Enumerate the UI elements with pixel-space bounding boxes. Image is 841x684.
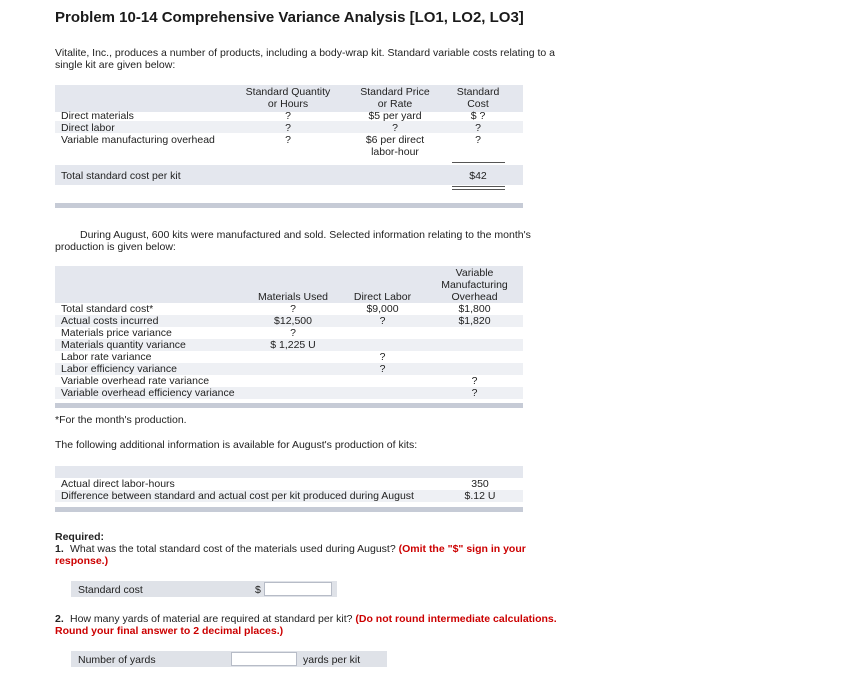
row-labor: ? (379, 363, 386, 375)
row-label: Direct materials (61, 110, 134, 122)
cost-header-2: Cost (467, 98, 489, 110)
row-overhead: $1,800 (458, 303, 491, 315)
row-labor: ? (379, 351, 386, 363)
q2-text: How many yards of material are required at standard per kit? (70, 613, 353, 625)
q1-note: (Omit the "$" sign in your response.) (55, 543, 526, 567)
row-label: Variable overhead rate variance (61, 375, 210, 387)
question-2 (55, 613, 575, 637)
subtotal-rule (452, 162, 505, 163)
row-labor: $9,000 (366, 303, 399, 315)
row-overhead: $1,820 (458, 315, 491, 327)
total-rule-2 (452, 189, 505, 190)
materials-header: Materials Used (257, 291, 329, 303)
row-materials: $12,500 (274, 315, 312, 327)
price-header-2: or Rate (377, 98, 413, 110)
question-1 (55, 543, 575, 567)
row-label: Labor efficiency variance (61, 363, 177, 375)
intro-text: Vitalite, Inc., produces a number of products, including a body-wrap kit. Standard variable costs relating to a single kit are given below: (55, 47, 555, 71)
row-label: Variable manufacturing overhead (61, 134, 215, 146)
row-qty: ? (285, 122, 291, 134)
qty-header-2: or Hours (267, 98, 309, 110)
row-overhead: ? (471, 387, 478, 399)
price-header-1: Standard Price (360, 86, 430, 98)
q1-number: 1. (55, 543, 64, 555)
row-cost: $ ? (470, 110, 486, 122)
row-price-line2: labor-hour (371, 146, 419, 158)
row-label: Direct labor (61, 122, 115, 134)
overhead-header-2: Manufacturing (441, 279, 508, 291)
row-label: Variable overhead efficiency variance (61, 387, 235, 399)
standard-cost-input[interactable] (264, 582, 332, 596)
row-materials: ? (290, 327, 296, 339)
row-value: $.12 U (464, 490, 496, 502)
row-cost: ? (475, 122, 481, 134)
labor-header: Direct Labor (353, 291, 412, 303)
total-rule-1 (452, 186, 505, 187)
row-price: $6 per direct (365, 134, 425, 146)
table3-bottom-bar (55, 507, 523, 512)
qty-header-1: Standard Quantity (245, 86, 331, 98)
row-qty: ? (285, 134, 291, 146)
yards-per-kit-label: yards per kit (303, 654, 361, 666)
row-label: Difference between standard and actual cost per kit produced during August (61, 490, 414, 502)
august-text: During August, 600 kits were manufactured and sold. Selected information relating to the month's production is given below: (55, 229, 531, 253)
row-overhead: ? (471, 375, 478, 387)
dollar-sign: $ (255, 584, 261, 596)
cost-header-1: Standard (456, 86, 500, 98)
footnote: *For the month's production. (55, 414, 187, 426)
total-value: $42 (469, 170, 487, 182)
row-label: Actual direct labor-hours (61, 478, 175, 490)
q2-number: 2. (55, 613, 64, 625)
row-price: ? (392, 122, 398, 134)
required-heading: Required: (55, 531, 105, 543)
row-value: 350 (471, 478, 489, 490)
row-price: $5 per yard (368, 110, 422, 122)
page-title: Problem 10-14 Comprehensive Variance Analysis [LO1, LO2, LO3] (55, 9, 524, 26)
overhead-header-3: Overhead (451, 291, 498, 303)
table1-bottom-bar (55, 203, 523, 208)
row-labor: ? (379, 315, 386, 327)
q1-text: What was the total standard cost of the materials used during August? (70, 543, 396, 555)
overhead-header-1: Variable (455, 267, 494, 279)
table2-bottom-bar (55, 403, 523, 408)
row-qty: ? (285, 110, 291, 122)
row-label: Total standard cost* (61, 303, 154, 315)
row-label: Actual costs incurred (61, 315, 159, 327)
standard-cost-label: Standard cost (78, 584, 143, 596)
q2-note: (Do not round intermediate calculations. Round your final answer to 2 decimal places.) (55, 613, 557, 637)
number-of-yards-label: Number of yards (78, 654, 156, 666)
row-materials: ? (290, 303, 296, 315)
additional-text: The following additional information is available for August's production of kits: (55, 439, 418, 451)
total-label: Total standard cost per kit (61, 170, 181, 182)
row-label: Materials price variance (61, 327, 172, 339)
number-of-yards-input[interactable] (231, 652, 297, 666)
table3-header-band (55, 466, 523, 478)
row-label: Labor rate variance (61, 351, 152, 363)
row-cost: ? (475, 134, 481, 146)
row-label: Materials quantity variance (61, 339, 186, 351)
row-materials: $ 1,225 U (270, 339, 316, 351)
